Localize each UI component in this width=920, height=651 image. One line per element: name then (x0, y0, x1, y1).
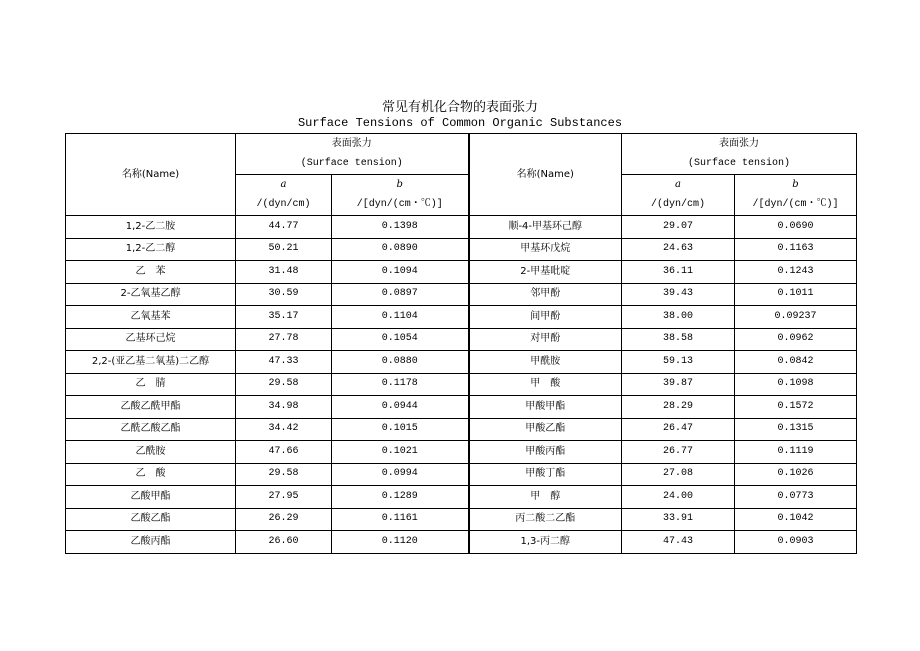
cell-b-left: 0.1054 (332, 328, 469, 351)
cell-b-right: 0.1572 (735, 396, 857, 419)
cell-name-right: 甲酸丁酯 (469, 463, 622, 486)
cell-b-right: 0.1163 (735, 238, 857, 261)
cell-b-left: 0.1178 (332, 373, 469, 396)
cell-b-left: 0.1021 (332, 441, 469, 464)
cell-name-right: 1,3-丙二醇 (469, 531, 622, 554)
cell-a-right: 47.43 (622, 531, 735, 554)
header-name-right: 名称(Name) (469, 134, 622, 216)
cell-name-right: 顺-4-甲基环己醇 (469, 216, 622, 239)
cell-b-right: 0.1042 (735, 508, 857, 531)
cell-b-left: 0.0880 (332, 351, 469, 374)
cell-b-left: 0.1120 (332, 531, 469, 554)
cell-name-left: 乙酰乙酸乙酯 (66, 418, 236, 441)
cell-name-right: 甲基环戊烷 (469, 238, 622, 261)
page-subtitle: Surface Tensions of Common Organic Substances (297, 116, 623, 130)
cell-a-right: 26.77 (622, 441, 735, 464)
table-row (66, 328, 857, 351)
cell-name-left: 1,2-乙二醇 (66, 238, 236, 261)
table-row (66, 306, 857, 329)
cell-b-left: 0.0890 (332, 238, 469, 261)
cell-a-left: 34.42 (236, 418, 332, 441)
header-b-unit-right: /[dyn/(cm・℃)] (735, 195, 857, 216)
cell-a-right: 28.29 (622, 396, 735, 419)
cell-b-left: 0.1398 (332, 216, 469, 239)
cell-name-left: 1,2-乙二胺 (66, 216, 236, 239)
table-row (66, 441, 857, 464)
cell-b-right: 0.0842 (735, 351, 857, 374)
table-row (66, 418, 857, 441)
cell-a-left: 29.58 (236, 463, 332, 486)
cell-a-right: 59.13 (622, 351, 735, 374)
cell-b-right: 0.1011 (735, 283, 857, 306)
cell-b-right: 0.1119 (735, 441, 857, 464)
cell-a-left: 27.78 (236, 328, 332, 351)
cell-name-left: 2-乙氧基乙醇 (66, 283, 236, 306)
cell-name-right: 间甲酚 (469, 306, 622, 329)
cell-name-right: 甲酸丙酯 (469, 441, 622, 464)
cell-a-left: 27.95 (236, 486, 332, 509)
table-row (66, 396, 857, 419)
header-surface-tension-en-right: (Surface tension) (622, 154, 857, 175)
cell-a-left: 31.48 (236, 261, 332, 284)
cell-name-left: 乙酸乙酯 (66, 508, 236, 531)
cell-name-left: 乙基环己烷 (66, 328, 236, 351)
cell-b-left: 0.0897 (332, 283, 469, 306)
cell-name-left: 乙酰胺 (66, 441, 236, 464)
cell-a-right: 39.87 (622, 373, 735, 396)
cell-name-left: 乙 苯 (66, 261, 236, 284)
cell-a-right: 26.47 (622, 418, 735, 441)
cell-name-left: 乙酸乙酰甲酯 (66, 396, 236, 419)
table-row (66, 531, 857, 554)
header-b-right: b (735, 175, 857, 196)
cell-name-right: 邻甲酚 (469, 283, 622, 306)
cell-name-left: 乙酸丙酯 (66, 531, 236, 554)
header-b-left: b (332, 175, 469, 196)
cell-b-left: 0.1104 (332, 306, 469, 329)
header-a-right: a (622, 175, 735, 196)
surface-tension-table (65, 133, 857, 554)
cell-b-left: 0.0994 (332, 463, 469, 486)
cell-name-right: 甲 酸 (469, 373, 622, 396)
table-row (66, 216, 857, 239)
cell-b-left: 0.1161 (332, 508, 469, 531)
table-row (66, 261, 857, 284)
cell-b-right: 0.1098 (735, 373, 857, 396)
table-row (66, 373, 857, 396)
cell-b-left: 0.1094 (332, 261, 469, 284)
cell-a-right: 33.91 (622, 508, 735, 531)
cell-a-left: 30.59 (236, 283, 332, 306)
table-row (66, 283, 857, 306)
header-a-unit-right: /(dyn/cm) (622, 195, 735, 216)
cell-name-right: 丙二酸二乙酯 (469, 508, 622, 531)
cell-a-right: 39.43 (622, 283, 735, 306)
header-surface-tension-left: 表面张力 (236, 134, 469, 155)
cell-b-right: 0.1243 (735, 261, 857, 284)
cell-b-right: 0.09237 (735, 306, 857, 329)
table-row (66, 238, 857, 261)
header-surface-tension-right: 表面张力 (622, 134, 857, 155)
cell-a-right: 29.07 (622, 216, 735, 239)
cell-a-left: 35.17 (236, 306, 332, 329)
cell-b-right: 0.0690 (735, 216, 857, 239)
header-name-left: 名称(Name) (66, 134, 236, 216)
cell-b-right: 0.1315 (735, 418, 857, 441)
cell-b-right: 0.1026 (735, 463, 857, 486)
cell-a-right: 38.00 (622, 306, 735, 329)
cell-a-left: 44.77 (236, 216, 332, 239)
table-row (66, 463, 857, 486)
cell-name-left: 乙氧基苯 (66, 306, 236, 329)
cell-b-left: 0.1015 (332, 418, 469, 441)
cell-name-left: 乙 酸 (66, 463, 236, 486)
cell-b-right: 0.0962 (735, 328, 857, 351)
table-row (66, 508, 857, 531)
cell-name-right: 甲酸甲酯 (469, 396, 622, 419)
table-row (66, 486, 857, 509)
cell-a-right: 24.63 (622, 238, 735, 261)
cell-b-right: 0.0903 (735, 531, 857, 554)
cell-b-left: 0.0944 (332, 396, 469, 419)
cell-a-right: 24.00 (622, 486, 735, 509)
table-row (66, 351, 857, 374)
cell-a-left: 47.33 (236, 351, 332, 374)
cell-name-right: 2-甲基吡啶 (469, 261, 622, 284)
cell-name-right: 甲 醇 (469, 486, 622, 509)
header-b-unit-left: /[dyn/(cm・℃)] (332, 195, 469, 216)
cell-a-right: 38.58 (622, 328, 735, 351)
cell-a-left: 47.66 (236, 441, 332, 464)
cell-name-right: 甲酸乙酯 (469, 418, 622, 441)
cell-a-right: 36.11 (622, 261, 735, 284)
cell-a-right: 27.08 (622, 463, 735, 486)
page-title: 常见有机化合物的表面张力 (381, 100, 538, 115)
cell-name-right: 甲酰胺 (469, 351, 622, 374)
cell-a-left: 26.60 (236, 531, 332, 554)
header-a-left: a (236, 175, 332, 196)
cell-a-left: 26.29 (236, 508, 332, 531)
cell-a-left: 34.98 (236, 396, 332, 419)
cell-name-left: 2,2-(亚乙基二氧基)二乙醇 (66, 351, 236, 374)
cell-name-left: 乙 腈 (66, 373, 236, 396)
header-surface-tension-en-left: (Surface tension) (236, 154, 469, 175)
cell-a-left: 50.21 (236, 238, 332, 261)
header-a-unit-left: /(dyn/cm) (236, 195, 332, 216)
cell-name-right: 对甲酚 (469, 328, 622, 351)
cell-name-left: 乙酸甲酯 (66, 486, 236, 509)
cell-b-right: 0.0773 (735, 486, 857, 509)
cell-a-left: 29.58 (236, 373, 332, 396)
cell-b-left: 0.1289 (332, 486, 469, 509)
